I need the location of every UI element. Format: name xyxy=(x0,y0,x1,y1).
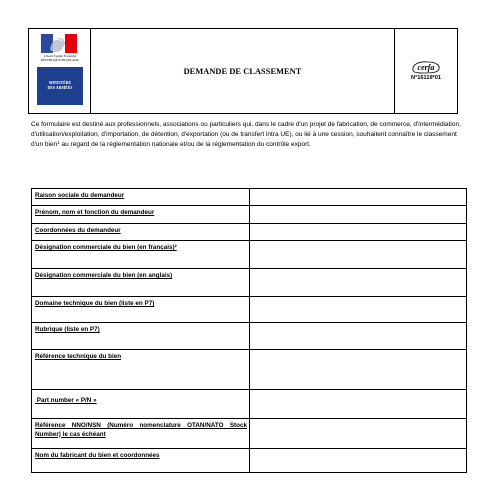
table-row xyxy=(32,297,466,323)
field-label: Part number « P/N » xyxy=(32,390,250,418)
svg-text:cerfa: cerfa xyxy=(417,63,435,72)
table-row xyxy=(32,350,466,390)
table-row xyxy=(32,206,466,224)
table-row xyxy=(32,419,466,449)
ministry-line-1: MINISTÈRE xyxy=(48,81,72,85)
field-value[interactable] xyxy=(250,419,466,448)
classification-form-table xyxy=(31,188,467,473)
field-value[interactable] xyxy=(250,323,466,349)
field-label: Référence NNO/NSN (Numéro nomenclature OTAN/NATO Stock Number) le cas échéant xyxy=(32,419,250,448)
ministry-line-2: DES ARMÉES xyxy=(47,86,73,90)
form-title: DEMANDE DE CLASSEMENT xyxy=(183,66,302,76)
cerfa-cell xyxy=(395,29,457,113)
footnote-ref: 1 xyxy=(57,139,60,145)
field-label: Rubrique (liste en P7) xyxy=(32,323,250,349)
field-label: Désignation commerciale du bien (en français)² xyxy=(32,241,250,268)
table-row xyxy=(32,449,466,473)
field-label: Prénom, nom et fonction du demandeur xyxy=(32,206,250,223)
field-label: Raison sociale du demandeur xyxy=(32,189,250,205)
field-value[interactable] xyxy=(250,449,466,472)
table-row xyxy=(32,269,466,297)
ministry-logo-cell xyxy=(29,29,91,113)
form-header xyxy=(28,28,458,114)
intro-text-end: au regard de la réglementation nationale et/ou de la réglementation du contrôle export. xyxy=(59,140,311,148)
table-row xyxy=(32,241,466,269)
field-value[interactable] xyxy=(250,269,466,296)
table-row xyxy=(32,224,466,241)
field-label: Coordonnées du demandeur xyxy=(32,224,250,240)
field-label: Désignation commerciale du bien (en anglais) xyxy=(32,269,250,296)
field-value[interactable] xyxy=(250,224,466,240)
field-value[interactable] xyxy=(250,297,466,322)
motto-line: Liberté Égalité Fraternité xyxy=(43,54,77,58)
republic-motto xyxy=(35,55,85,63)
intro-text: Ce formulaire est destiné aux professionnels, associations ou particuliers qui, dans le cadre d'un projet de fabrication, de commerce, d'intermédiation, d'utilisation/exploitation, d'importation, de détention, d'exportation (ou de transfert intra UE), ou lié à une cession, souhaitent connaître le classement d'un bien xyxy=(31,121,461,148)
table-row xyxy=(32,323,466,350)
table-row xyxy=(32,390,466,419)
marianne-flag-icon xyxy=(41,34,77,53)
field-label: Nom du fabricant du bien et coordonnées xyxy=(32,449,250,472)
field-value[interactable] xyxy=(250,350,466,389)
field-label: Référence technique du bien xyxy=(32,350,250,389)
field-value[interactable] xyxy=(250,189,466,205)
cerfa-logo-icon xyxy=(411,60,441,74)
field-value[interactable] xyxy=(250,241,466,268)
field-value[interactable] xyxy=(250,390,466,418)
cerfa-number: N°16119*01 xyxy=(411,75,441,81)
field-label: Domaine technique du bien (liste en P7) xyxy=(32,297,250,322)
table-row xyxy=(32,189,466,206)
republic-name: RÉPUBLIQUE FRANÇAISE xyxy=(40,57,80,62)
intro-paragraph xyxy=(31,120,461,150)
title-cell xyxy=(91,29,395,113)
field-value[interactable] xyxy=(250,206,466,223)
ministry-block xyxy=(37,67,83,105)
